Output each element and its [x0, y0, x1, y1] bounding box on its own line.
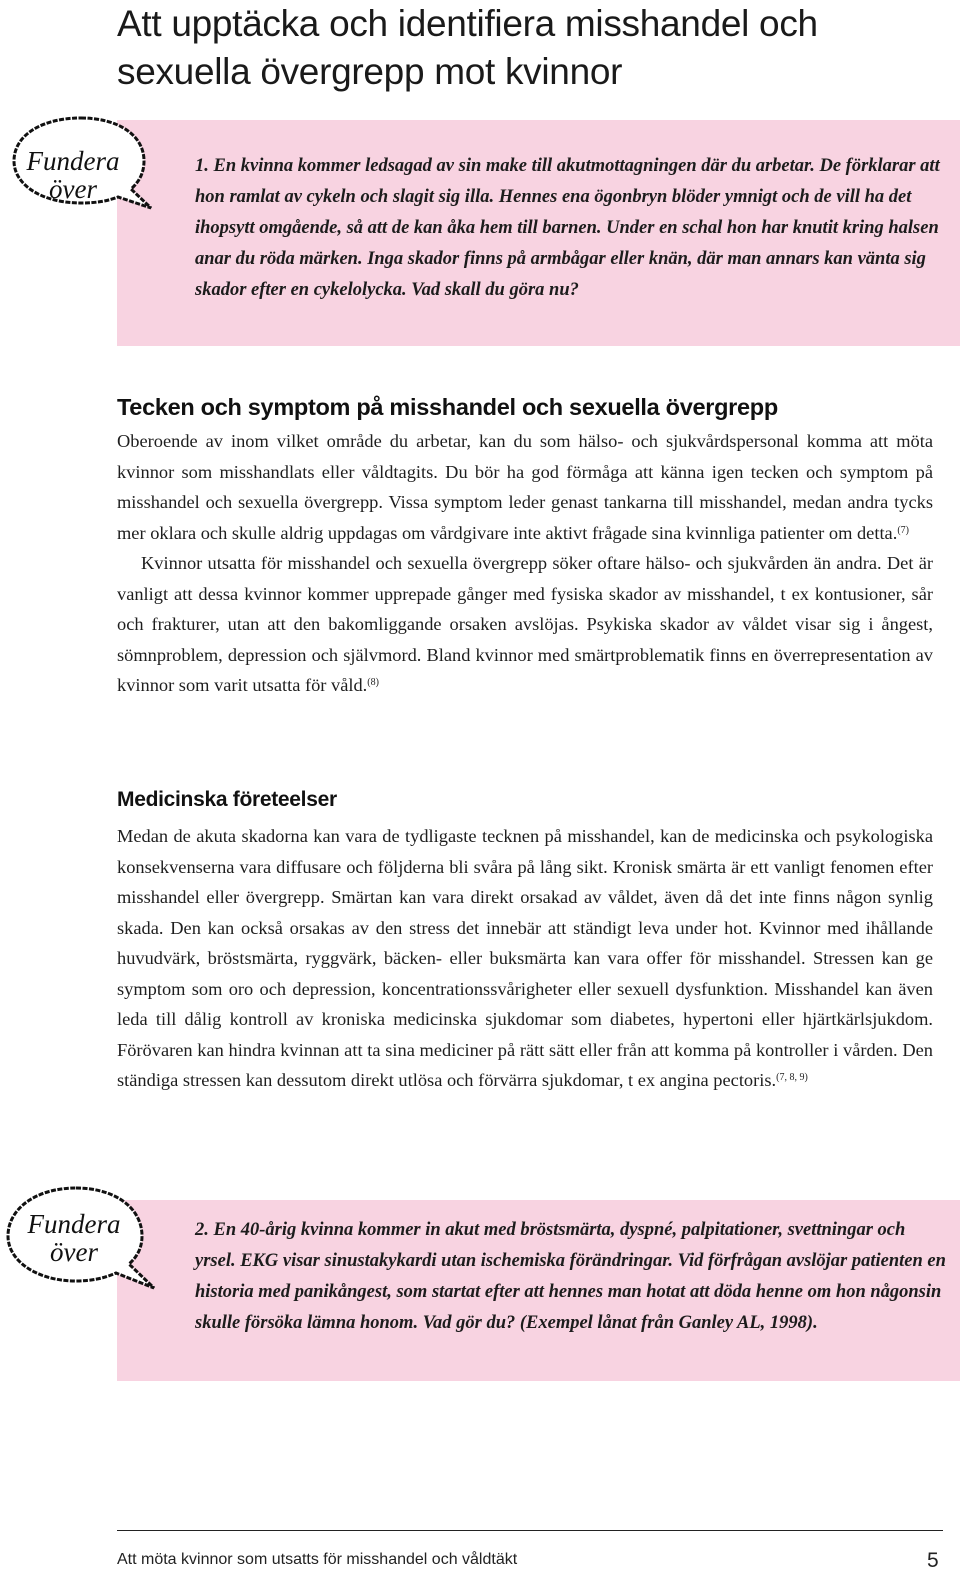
footer-text: Att möta kvinnor som utsatts för misshandel och våldtäkt — [117, 1551, 518, 1568]
paragraph: Oberoende av inom vilket område du arbetar, kan du som hälso- och sjukvårdspersonal komma att möta kvinnor som misshandlats eller våldtagits. Du bör ha god förmåga att känna igen tecken och symptom på misshandel och sexuella övergrepp. Vissa symptom leder genast tankarna till misshandel, medan andra tycks mer oklara och skulle aldrig uppdagas om vårdgivare inte aktivt frågade sina kvinnliga patienter om detta.$^{(7)}$ — [117, 431, 933, 543]
speech-bubble-2 — [2, 1180, 162, 1300]
section-heading-signs: Tecken och symptom på misshandel och sexuella övergrepp — [117, 394, 778, 420]
bubble-line-1: Fundera — [27, 1209, 121, 1239]
section-heading-medical: Medicinska företeelser — [117, 788, 337, 811]
footer-rule — [117, 1530, 943, 1531]
paragraph: Kvinnor utsatta för misshandel och sexuella övergrepp söker oftare hälso- och sjukvården än andra. Det är vanligt att dessa kvinnor kommer upprepade gånger med fysiska skador av misshandel, t ex kontusioner, sår och frakturer, utan att den bakomliggande orsaken avslöjas. Psykiska skador av våldet visar sig i ångest, sömnproblem, depression och självmord. Bland kvinnor med smärtproblematik finns en överrepresentation av kvinnor som varit utsatta för våld.$^{(8)}$ — [117, 553, 933, 695]
speech-bubble-1 — [6, 113, 156, 218]
reflection-box-2 — [117, 1200, 960, 1381]
section-body-medical — [117, 821, 933, 1096]
bubble-line-2: över — [49, 174, 97, 204]
reflection-text-2: 2. En 40-årig kvinna kommer in akut med bröstsmärta, dyspné, palpitationer, svettningar och yrsel. EKG visar sinustakykardi utan ischemiska förändringar. Vid förfrågan avslöjar patienten en historia med panikångest, som startat efter att hennes man hotat att döda henne om hon någonsin skulle försöka lämna honom. Vad gör du? (Exempel lånat från Ganley AL, 1998). — [195, 1220, 946, 1333]
reflection-box-1 — [117, 120, 960, 346]
page-title: Att upptäcka och identifiera misshandel och sexuella övergrepp mot kvinnor — [117, 3, 818, 92]
section-body-signs — [117, 426, 933, 701]
paragraph: Medan de akuta skadorna kan vara de tydligaste tecknen på misshandel, kan de medicinska och psykologiska konsekvenserna vara diffusare och följderna bli svåra på lång sikt. Kronisk smärta är ett vanligt fenomen efter misshandel eller övergrepp. Smärtan kan vara direkt orsakad av våldet, även då det inte finns någon synlig skada. Den kan också orsakas av den stress det innebär att ständigt leva under hot. Kvinnor med ihållande huvudvärk, bröstsmärta, ryggvärk, bäcken- eller buksmärta kan vara offer för misshandel. Stressen kan ge symptom som oro och depression, koncentrationssvårigheter eller sexuell dysfunktion. Misshandel kan även leda till dålig kontroll av kroniska medicinska sjukdomar som diabetes, hypertoni eller hjärtkärlsjukdom. Förövaren kan hindra kvinnan att ta sina mediciner på rätt sätt eller från att komma på kontroller i vården. Den ständiga stressen kan dessutom direkt utlösa och förvärra sjukdomar, t ex angina pectoris.$^{(7, 8, 9)}$ — [117, 826, 933, 1090]
bubble-line-2: över — [50, 1237, 98, 1267]
reflection-text-1: 1. En kvinna kommer ledsagad av sin make till akutmottagningen där du arbetar. De förklarar att hon ramlat av cykeln och slagit sig illa. Hennes ena ögonbryn blöder ymnigt och de vill ha det ihopsytt omgående, så att de kan åka hem till barnen. Under en schal hon har knutit kring halsen anar du röda märken. Inga skador finns på armbågar eller knän, där man annars kan vänta sig skador efter en cykelolycka. Vad skall du göra nu? — [195, 156, 940, 300]
bubble-line-1: Fundera — [26, 146, 120, 176]
page-number: 5 — [927, 1549, 939, 1572]
